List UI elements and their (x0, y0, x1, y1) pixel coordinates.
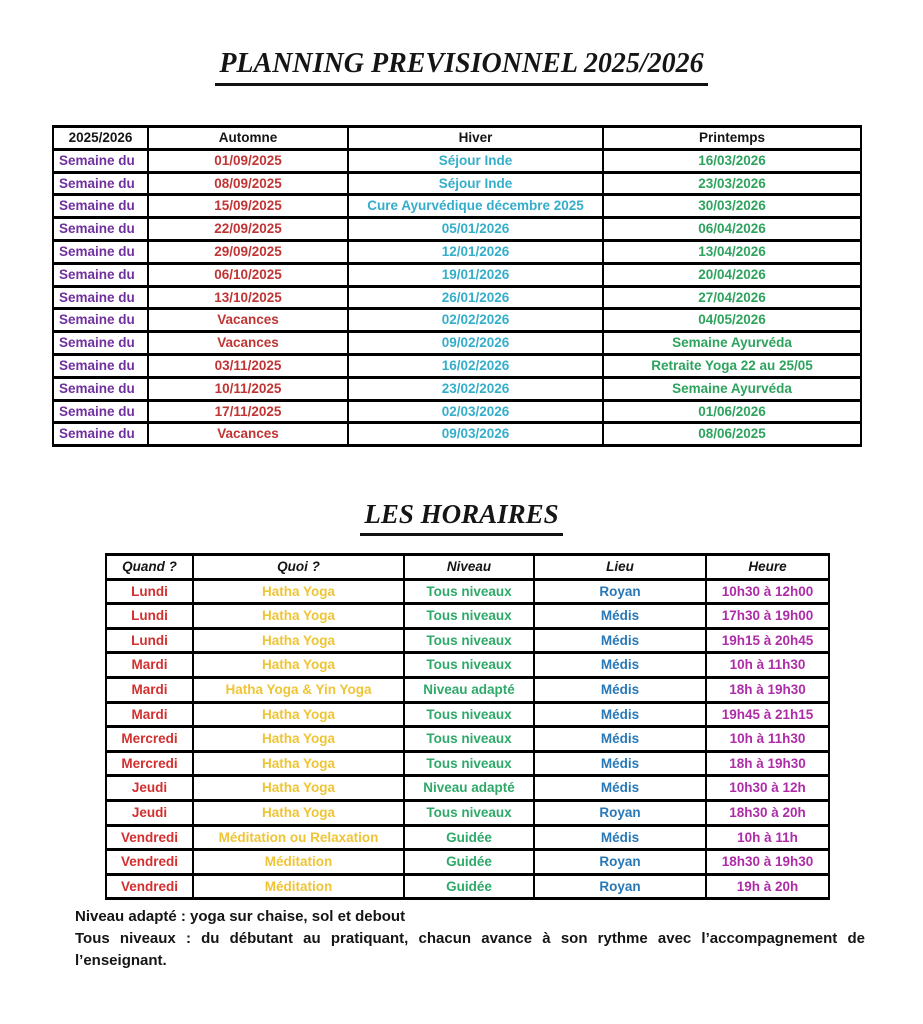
horaires-row (106, 628, 829, 653)
hiver-cell: 09/03/2026 (348, 423, 603, 446)
hiver-cell: 09/02/2026 (348, 332, 603, 355)
planning-title-text: PLANNING PREVISIONNEL 2025/2026 (215, 48, 707, 86)
week-label-cell: Semaine du (53, 149, 148, 172)
time-cell: 10h à 11h30 (706, 653, 829, 678)
printemps-cell: 01/06/2026 (603, 400, 861, 423)
hiver-cell: 26/01/2026 (348, 286, 603, 309)
planning-table-body (53, 149, 861, 445)
planning-row (53, 240, 861, 263)
horaires-title-text: LES HORAIRES (360, 499, 562, 536)
level-cell: Guidée (404, 825, 534, 850)
planning-table-header (53, 127, 861, 150)
week-label-cell: Semaine du (53, 195, 148, 218)
automne-cell: 10/11/2025 (148, 377, 348, 400)
level-cell: Guidée (404, 850, 534, 875)
activity-cell: Hatha Yoga (193, 628, 404, 653)
horaires-header-row (106, 555, 829, 580)
activity-cell: Hatha Yoga (193, 751, 404, 776)
time-cell: 18h à 19h30 (706, 677, 829, 702)
planning-table (52, 125, 862, 447)
hiver-cell: Cure Ayurvédique décembre 2025 (348, 195, 603, 218)
printemps-cell: Semaine Ayurvéda (603, 377, 861, 400)
planning-row (53, 218, 861, 241)
horaires-row (106, 825, 829, 850)
week-label-cell: Semaine du (53, 172, 148, 195)
note-niveau-adapte: Niveau adapté : yoga sur chaise, sol et debout (75, 908, 406, 925)
horaires-header-heure: Heure (706, 555, 829, 580)
location-cell: Médis (534, 653, 706, 678)
activity-cell: Hatha Yoga (193, 653, 404, 678)
automne-cell: Vacances (148, 423, 348, 446)
planning-header-printemps: Printemps (603, 127, 861, 150)
week-label-cell: Semaine du (53, 377, 148, 400)
planning-title (0, 48, 923, 86)
automne-cell: 29/09/2025 (148, 240, 348, 263)
time-cell: 10h à 11h30 (706, 727, 829, 752)
printemps-cell: 04/05/2026 (603, 309, 861, 332)
printemps-cell: 20/04/2026 (603, 263, 861, 286)
level-cell: Tous niveaux (404, 579, 534, 604)
week-label-cell: Semaine du (53, 218, 148, 241)
automne-cell: 06/10/2025 (148, 263, 348, 286)
automne-cell: 15/09/2025 (148, 195, 348, 218)
printemps-cell: 27/04/2026 (603, 286, 861, 309)
hiver-cell: Séjour Inde (348, 172, 603, 195)
note-tous-niveaux: Tous niveaux : du débutant au pratiquant, chacun avance à son rythme avec l’accompagnement de l’enseignant. (75, 929, 865, 969)
day-cell: Jeudi (106, 800, 193, 825)
day-cell: Mardi (106, 702, 193, 727)
time-cell: 10h à 11h (706, 825, 829, 850)
planning-row (53, 195, 861, 218)
time-cell: 18h30 à 19h30 (706, 850, 829, 875)
time-cell: 19h15 à 20h45 (706, 628, 829, 653)
week-label-cell: Semaine du (53, 240, 148, 263)
horaires-row (106, 702, 829, 727)
day-cell: Mardi (106, 677, 193, 702)
horaires-row (106, 727, 829, 752)
time-cell: 19h à 20h (706, 874, 829, 899)
week-label-cell: Semaine du (53, 354, 148, 377)
planning-row (53, 286, 861, 309)
level-cell: Tous niveaux (404, 727, 534, 752)
hiver-cell: 23/02/2026 (348, 377, 603, 400)
day-cell: Lundi (106, 604, 193, 629)
planning-header-row (53, 127, 861, 150)
day-cell: Mercredi (106, 727, 193, 752)
printemps-cell: 23/03/2026 (603, 172, 861, 195)
horaires-row (106, 800, 829, 825)
location-cell: Médis (534, 727, 706, 752)
activity-cell: Méditation (193, 850, 404, 875)
week-label-cell: Semaine du (53, 309, 148, 332)
activity-cell: Méditation ou Relaxation (193, 825, 404, 850)
day-cell: Vendredi (106, 825, 193, 850)
horaires-row (106, 874, 829, 899)
time-cell: 18h à 19h30 (706, 751, 829, 776)
activity-cell: Hatha Yoga (193, 702, 404, 727)
planning-row (53, 377, 861, 400)
horaires-row (106, 579, 829, 604)
automne-cell: 03/11/2025 (148, 354, 348, 377)
week-label-cell: Semaine du (53, 286, 148, 309)
level-cell: Tous niveaux (404, 604, 534, 629)
planning-header-year: 2025/2026 (53, 127, 148, 150)
location-cell: Médis (534, 628, 706, 653)
time-cell: 19h45 à 21h15 (706, 702, 829, 727)
activity-cell: Hatha Yoga (193, 800, 404, 825)
time-cell: 18h30 à 20h (706, 800, 829, 825)
hiver-cell: 19/01/2026 (348, 263, 603, 286)
horaires-row (106, 751, 829, 776)
location-cell: Médis (534, 751, 706, 776)
printemps-cell: 08/06/2025 (603, 423, 861, 446)
horaires-table-header (106, 555, 829, 580)
location-cell: Médis (534, 677, 706, 702)
planning-row (53, 423, 861, 446)
automne-cell: 13/10/2025 (148, 286, 348, 309)
horaires-row (106, 653, 829, 678)
hiver-cell: 05/01/2026 (348, 218, 603, 241)
activity-cell: Hatha Yoga (193, 604, 404, 629)
location-cell: Médis (534, 825, 706, 850)
activity-cell: Hatha Yoga (193, 579, 404, 604)
planning-row (53, 332, 861, 355)
hiver-cell: Séjour Inde (348, 149, 603, 172)
planning-row (53, 354, 861, 377)
printemps-cell: 30/03/2026 (603, 195, 861, 218)
automne-cell: 08/09/2025 (148, 172, 348, 195)
location-cell: Royan (534, 579, 706, 604)
printemps-cell: 06/04/2026 (603, 218, 861, 241)
week-label-cell: Semaine du (53, 423, 148, 446)
level-cell: Tous niveaux (404, 751, 534, 776)
planning-row (53, 172, 861, 195)
planning-header-hiver: Hiver (348, 127, 603, 150)
planning-row (53, 400, 861, 423)
hiver-cell: 02/02/2026 (348, 309, 603, 332)
level-cell: Niveau adapté (404, 776, 534, 801)
time-cell: 17h30 à 19h00 (706, 604, 829, 629)
level-cell: Tous niveaux (404, 702, 534, 727)
week-label-cell: Semaine du (53, 332, 148, 355)
day-cell: Jeudi (106, 776, 193, 801)
hiver-cell: 16/02/2026 (348, 354, 603, 377)
horaires-row (106, 850, 829, 875)
location-cell: Médis (534, 776, 706, 801)
automne-cell: 17/11/2025 (148, 400, 348, 423)
location-cell: Royan (534, 874, 706, 899)
location-cell: Royan (534, 800, 706, 825)
level-cell: Guidée (404, 874, 534, 899)
location-cell: Médis (534, 702, 706, 727)
level-cell: Tous niveaux (404, 653, 534, 678)
printemps-cell: 16/03/2026 (603, 149, 861, 172)
location-cell: Royan (534, 850, 706, 875)
week-label-cell: Semaine du (53, 400, 148, 423)
hiver-cell: 12/01/2026 (348, 240, 603, 263)
horaires-title (0, 499, 923, 536)
location-cell: Médis (534, 604, 706, 629)
activity-cell: Hatha Yoga (193, 727, 404, 752)
activity-cell: Hatha Yoga (193, 776, 404, 801)
horaires-table (105, 553, 830, 900)
horaires-header-niveau: Niveau (404, 555, 534, 580)
printemps-cell: 13/04/2026 (603, 240, 861, 263)
day-cell: Mercredi (106, 751, 193, 776)
level-cell: Niveau adapté (404, 677, 534, 702)
planning-header-automne: Automne (148, 127, 348, 150)
planning-row (53, 263, 861, 286)
automne-cell: 22/09/2025 (148, 218, 348, 241)
activity-cell: Hatha Yoga & Yin Yoga (193, 677, 404, 702)
hiver-cell: 02/03/2026 (348, 400, 603, 423)
activity-cell: Méditation (193, 874, 404, 899)
footer-notes (75, 906, 865, 971)
horaires-row (106, 604, 829, 629)
horaires-header-quoi: Quoi ? (193, 555, 404, 580)
planning-row (53, 149, 861, 172)
printemps-cell: Retraite Yoga 22 au 25/05 (603, 354, 861, 377)
planning-row (53, 309, 861, 332)
automne-cell: 01/09/2025 (148, 149, 348, 172)
horaires-row (106, 677, 829, 702)
automne-cell: Vacances (148, 332, 348, 355)
horaires-row (106, 776, 829, 801)
level-cell: Tous niveaux (404, 800, 534, 825)
day-cell: Vendredi (106, 874, 193, 899)
automne-cell: Vacances (148, 309, 348, 332)
day-cell: Mardi (106, 653, 193, 678)
horaires-header-quand: Quand ? (106, 555, 193, 580)
day-cell: Lundi (106, 628, 193, 653)
time-cell: 10h30 à 12h (706, 776, 829, 801)
printemps-cell: Semaine Ayurvéda (603, 332, 861, 355)
horaires-table-body (106, 579, 829, 899)
level-cell: Tous niveaux (404, 628, 534, 653)
time-cell: 10h30 à 12h00 (706, 579, 829, 604)
week-label-cell: Semaine du (53, 263, 148, 286)
horaires-header-lieu: Lieu (534, 555, 706, 580)
day-cell: Vendredi (106, 850, 193, 875)
day-cell: Lundi (106, 579, 193, 604)
